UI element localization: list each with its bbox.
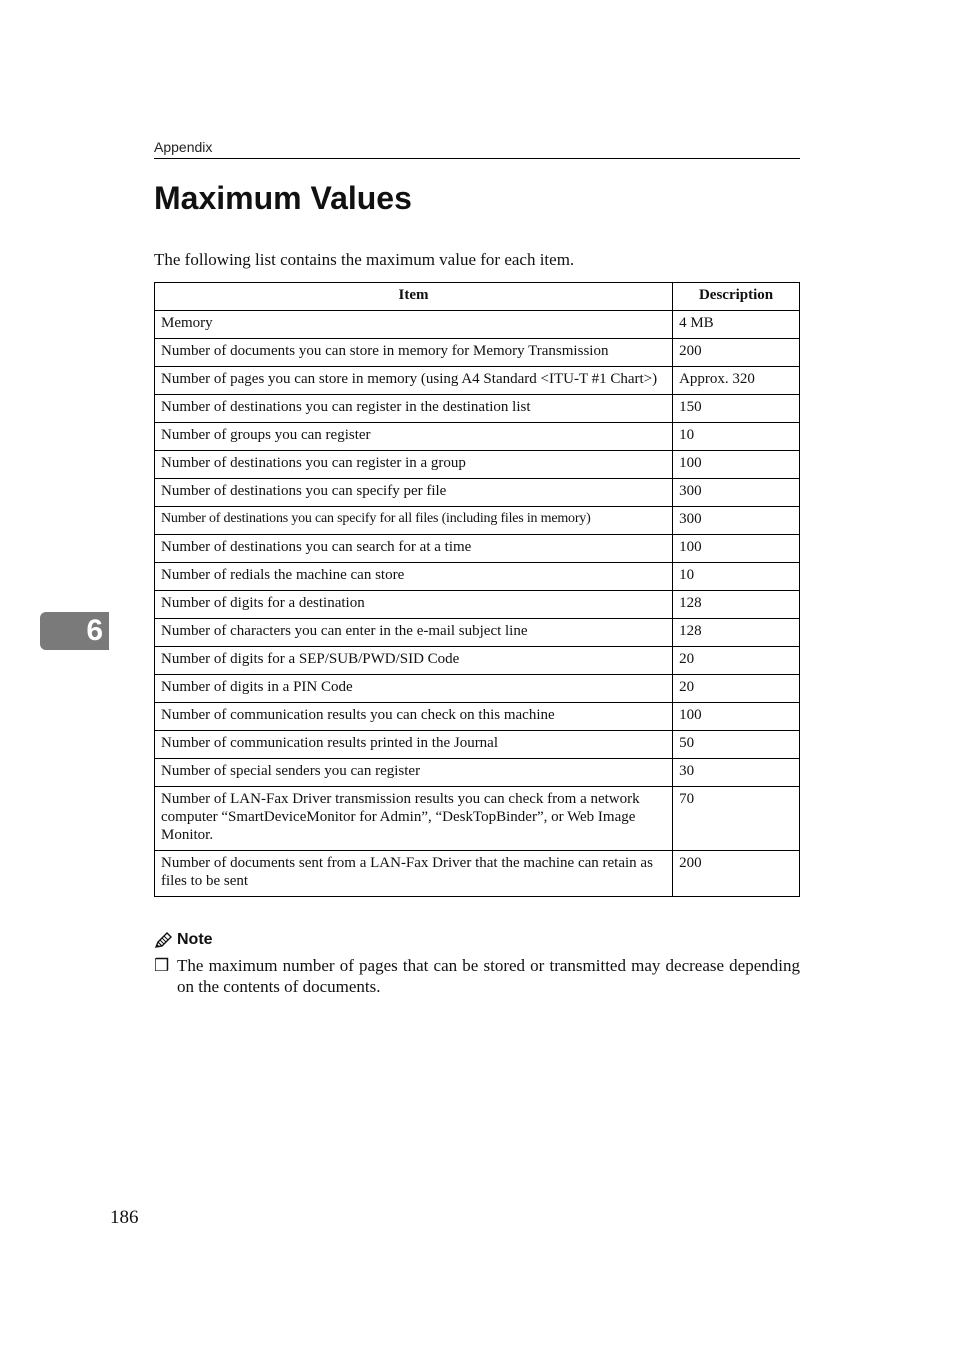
table-row: [155, 311, 800, 339]
running-header-section: Appendix: [154, 139, 213, 155]
note-heading-label: Note: [177, 931, 213, 948]
table-row: [155, 339, 800, 367]
row-value: 200: [673, 851, 800, 897]
row-item: Number of digits in a PIN Code: [155, 675, 673, 703]
intro-text: The following list contains the maximum value for each item.: [154, 250, 575, 269]
column-header-description: Description: [673, 283, 800, 311]
row-value: 10: [673, 563, 800, 591]
row-item: Number of characters you can enter in the e-mail subject line: [155, 619, 673, 647]
table-row: [155, 647, 800, 675]
row-item: Number of LAN-Fax Driver transmission results you can check from a network computer “SmartDeviceMonitor for Admin”, “DeskTopBinder”, or Web Image Monitor.: [155, 787, 673, 851]
table-row: [155, 731, 800, 759]
table-row: [155, 423, 800, 451]
row-item: Number of pages you can store in memory (using A4 Standard <ITU-T #1 Chart>): [155, 367, 673, 395]
row-value: 128: [673, 619, 800, 647]
table-row: [155, 507, 800, 535]
row-value: 150: [673, 395, 800, 423]
column-header-item: Item: [155, 283, 673, 311]
row-item: Number of communication results you can check on this machine: [155, 703, 673, 731]
table-row: [155, 367, 800, 395]
row-value: Approx. 320: [673, 367, 800, 395]
page-number: 186: [110, 1207, 139, 1228]
header-rule: [154, 158, 800, 159]
row-item: Number of special senders you can register: [155, 759, 673, 787]
row-value: 30: [673, 759, 800, 787]
table-row: [155, 851, 800, 897]
table-row: [155, 563, 800, 591]
row-item: Number of destinations you can register in the destination list: [155, 395, 673, 423]
row-item: Number of groups you can register: [155, 423, 673, 451]
table-row: [155, 395, 800, 423]
row-item: Number of digits for a destination: [155, 591, 673, 619]
table-row: [155, 591, 800, 619]
row-item: Number of destinations you can search for at a time: [155, 535, 673, 563]
table-row: [155, 787, 800, 851]
table-row: [155, 451, 800, 479]
note-heading: [154, 931, 213, 949]
table-row: [155, 619, 800, 647]
row-value: 20: [673, 647, 800, 675]
note-text: The maximum number of pages that can be stored or transmitted may decrease depending on the contents of documents.: [177, 956, 800, 996]
row-value: 100: [673, 703, 800, 731]
table-row: [155, 535, 800, 563]
row-item: Number of documents you can store in memory for Memory Transmission: [155, 339, 673, 367]
row-item: Number of documents sent from a LAN-Fax Driver that the machine can retain as files to be sent: [155, 851, 673, 897]
row-value: 20: [673, 675, 800, 703]
row-item: Number of destinations you can specify per file: [155, 479, 673, 507]
row-value: 128: [673, 591, 800, 619]
row-value: 300: [673, 479, 800, 507]
table-row: [155, 675, 800, 703]
row-value: 50: [673, 731, 800, 759]
row-item: Number of communication results printed in the Journal: [155, 731, 673, 759]
row-item: Number of destinations you can register in a group: [155, 451, 673, 479]
chapter-tab: 6: [40, 612, 109, 650]
note-item: [154, 955, 800, 997]
row-value: 70: [673, 787, 800, 851]
row-value: 200: [673, 339, 800, 367]
row-item: Number of digits for a SEP/SUB/PWD/SID Code: [155, 647, 673, 675]
row-item: Memory: [155, 311, 673, 339]
table-header-row: [155, 283, 800, 311]
row-item: Number of destinations you can specify for all files (including files in memory): [155, 507, 673, 535]
checkbox-bullet-icon: ❒: [154, 956, 170, 975]
row-value: 4 MB: [673, 311, 800, 339]
row-value: 100: [673, 535, 800, 563]
row-value: 300: [673, 507, 800, 535]
row-value: 10: [673, 423, 800, 451]
row-item: Number of redials the machine can store: [155, 563, 673, 591]
row-value: 100: [673, 451, 800, 479]
table-row: [155, 703, 800, 731]
maximum-values-table: [154, 282, 800, 897]
page-title: Maximum Values: [154, 180, 412, 216]
table-row: [155, 759, 800, 787]
table-row: [155, 479, 800, 507]
pencil-icon: [154, 932, 173, 949]
